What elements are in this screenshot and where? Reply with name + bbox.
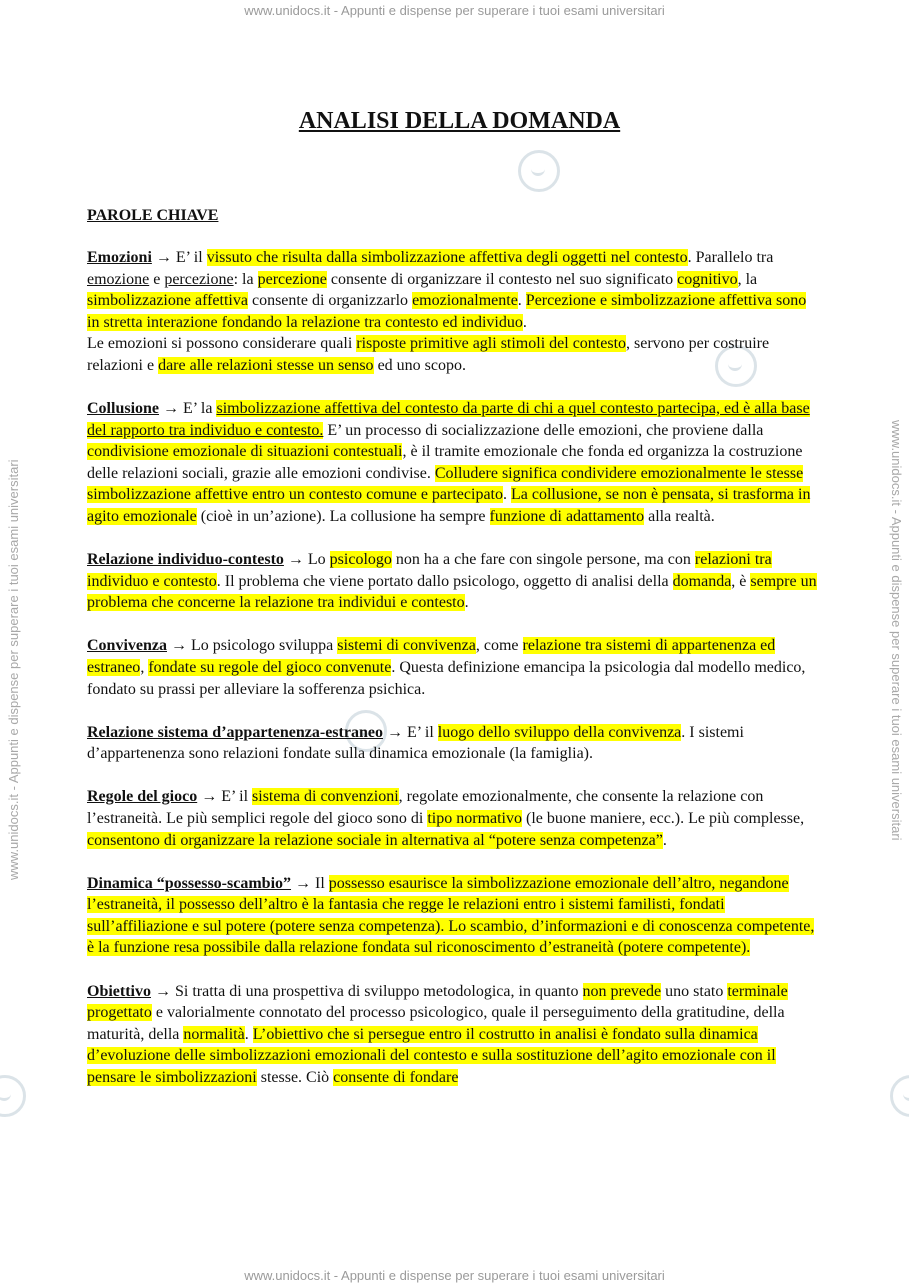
paragraph-collusione bbox=[87, 398, 822, 528]
text: non ha a che fare con singole persone, ma con bbox=[391, 551, 695, 569]
text: (cioè in un’azione). La collusione ha sempre bbox=[196, 508, 490, 526]
watermark-right: www.unidocs.it - Appunti e dispense per superare i tuoi esami universitari bbox=[889, 420, 904, 841]
highlight: vissuto che risulta dalla simbolizzazione affettiva degli oggetti nel contesto bbox=[206, 249, 688, 266]
highlight: psicologo bbox=[329, 551, 392, 569]
text: E’ un processo di socializzazione delle emozioni, che proviene dalla bbox=[323, 421, 764, 439]
text: consente di organizzare il contesto nel suo significato bbox=[326, 270, 678, 288]
underlined-text: percezione bbox=[164, 270, 234, 288]
highlight: terminale progettato bbox=[87, 982, 788, 1022]
text: , la bbox=[737, 270, 758, 288]
highlight: risposte primitive agli stimoli del contesto bbox=[356, 335, 627, 353]
text: → E’ il bbox=[197, 788, 253, 806]
text: → Lo bbox=[283, 551, 330, 569]
text: → Il bbox=[291, 874, 329, 892]
text: stesse. Ciò bbox=[256, 1068, 334, 1086]
paragraph-obiettivo bbox=[87, 981, 822, 1089]
term-relazione-sistema: Relazione sistema d’appartenenza-estraneo bbox=[87, 723, 383, 741]
text: , come bbox=[475, 637, 523, 655]
highlight: funzione di adattamento bbox=[489, 508, 645, 526]
paragraph-convivenza bbox=[87, 635, 822, 700]
keywords-heading: PAROLE CHIAVE bbox=[87, 207, 219, 224]
highlight: percezione bbox=[257, 270, 327, 288]
underlined-text: emozione bbox=[87, 270, 150, 288]
highlight: consente di fondare bbox=[333, 1068, 459, 1086]
highlight: Colludere significa condividere emozionalmente le stesse simbolizzazione affettive entro un contesto comune e partecipato bbox=[87, 464, 804, 504]
highlight: normalità bbox=[183, 1025, 245, 1043]
highlight: consentono di organizzare la relazione sociale in alternativa al “potere senza competenza” bbox=[87, 831, 663, 849]
highlight: tipo normativo bbox=[427, 809, 522, 827]
highlight: relazione tra sistemi di appartenenza ed estraneo bbox=[87, 637, 776, 676]
watermark-top: www.unidocs.it - Appunti e dispense per superare i tuoi esami universitari bbox=[244, 3, 665, 18]
highlight: sistemi di convivenza bbox=[337, 637, 476, 655]
unidocs-logo-icon bbox=[890, 1075, 909, 1117]
term-obiettivo: Obiettivo bbox=[87, 982, 151, 1000]
highlight: La collusione, se non è pensata, si trasforma in agito emozionale bbox=[87, 486, 811, 526]
highlight: sistema di convenzioni bbox=[252, 788, 399, 806]
highlight: simbolizzazione affettiva bbox=[87, 292, 248, 310]
paragraph-dinamica bbox=[87, 873, 822, 959]
highlight: fondate su regole del gioco convenute bbox=[148, 659, 392, 676]
text: . bbox=[517, 292, 526, 310]
paragraph-emozioni bbox=[87, 247, 822, 333]
paragraph-relazione bbox=[87, 549, 822, 614]
text: consente di organizzarlo bbox=[247, 292, 413, 310]
document-body bbox=[87, 108, 822, 1110]
highlight: luogo dello sviluppo della convivenza bbox=[437, 723, 682, 741]
highlight: possesso esaurisce la simbolizzazione emozionale dell’altro, negandone l’estraneità, il possesso dell’altro è la fantasia che regge le relazioni entro i sistemi familisti, fondati sull’affiliazione e sul potere (potere senza competenza). Lo scambio, d’informazioni e di conoscenza competente, è la funzione resa possibile dalla relazione fondata sul riconoscimento d’estraneità (potere competente). bbox=[87, 874, 815, 957]
text: e bbox=[149, 270, 165, 288]
highlight: simbolizzazione affettiva del contesto da parte di chi a quel contesto partecipa, ed è alla base del rapporto tra individuo e contesto. bbox=[87, 400, 810, 439]
text: , bbox=[140, 659, 149, 676]
highlight: condivisione emozionale di situazioni contestuali bbox=[87, 443, 403, 461]
paragraph-emozioni-2 bbox=[87, 333, 822, 376]
paragraph-sistema-appartenenza bbox=[87, 722, 822, 765]
watermark-bottom: www.unidocs.it - Appunti e dispense per superare i tuoi esami universitari bbox=[244, 1268, 665, 1283]
text: . bbox=[522, 313, 527, 331]
text: → E’ il bbox=[382, 723, 438, 741]
watermark-left: www.unidocs.it - Appunti e dispense per superare i tuoi esami universitari bbox=[6, 459, 21, 880]
text: . bbox=[464, 594, 469, 612]
text: . Questa definizione emancipa la psicologia dal modello medico, fondato su prassi per alleviare la sofferenza psichica. bbox=[87, 659, 806, 698]
paragraph-regole bbox=[87, 786, 822, 851]
highlight: relazioni tra individuo e contesto bbox=[87, 551, 772, 590]
text: → E’ il bbox=[151, 249, 207, 266]
term-convivenza: Convivenza bbox=[87, 637, 167, 655]
text: . Parallelo tra bbox=[687, 249, 774, 266]
text: . bbox=[662, 831, 667, 849]
highlight: cognitivo bbox=[677, 270, 738, 288]
term-dinamica-possesso-scambio: Dinamica “possesso-scambio” bbox=[87, 874, 292, 892]
term-relazione-individuo-contesto: Relazione individuo-contesto bbox=[87, 551, 284, 569]
highlight: domanda bbox=[672, 572, 732, 590]
text: → E’ la bbox=[159, 400, 217, 418]
highlight: dare alle relazioni stesse un senso bbox=[158, 356, 374, 374]
text: . I sistemi d’appartenenza sono relazioni fondate sulla dinamica emozionale (la famiglia). bbox=[87, 723, 744, 763]
text: (le buone maniere, ecc.). Le più complesse, bbox=[522, 809, 805, 827]
text: ed uno scopo. bbox=[373, 356, 466, 374]
highlight: sempre un problema che concerne la relazione tra individui e contesto bbox=[87, 572, 817, 612]
text: → Lo psicologo sviluppa bbox=[167, 637, 338, 655]
text: , è il tramite emozionale che fonda ed organizza la costruzione delle relazioni sociali, grazie alle emozioni condivise. bbox=[87, 443, 803, 482]
text: , è bbox=[731, 572, 751, 590]
term-regole-del-gioco: Regole del gioco bbox=[87, 788, 198, 806]
text: → Si tratta di una prospettiva di sviluppo metodologica, in quanto bbox=[151, 982, 583, 1000]
highlight: Percezione e simbolizzazione affettiva sono in stretta interazione fondando la relazione tra contesto ed individuo bbox=[87, 292, 807, 331]
text: . Il problema che viene portato dallo psicologo, oggetto di analisi della bbox=[216, 572, 673, 590]
unidocs-logo-icon bbox=[0, 1075, 26, 1117]
highlight: non prevede bbox=[582, 982, 662, 1000]
text: , servono per costruire relazioni e bbox=[87, 335, 770, 374]
text: e valorialmente connotato del processo psicologico, quale il perseguimento della gratitudine, della maturità, della bbox=[87, 1004, 785, 1043]
text: Le emozioni si possono considerare quali bbox=[87, 335, 357, 353]
highlight: emozionalmente bbox=[412, 292, 518, 310]
text: : la bbox=[233, 270, 258, 288]
highlight: L’obiettivo che si persegue entro il costrutto in analisi è fondato sulla dinamica d’evoluzione delle simbolizzazioni emozionali del contesto e sulla sostituzione dell’agito emozionale con il pensare le simbolizzazioni bbox=[87, 1025, 776, 1086]
text: . bbox=[502, 486, 511, 504]
term-emozioni: Emozioni bbox=[87, 249, 152, 266]
text: , regolate emozionalmente, che consente la relazione con l’estraneità. Le più semplici regole del gioco sono di bbox=[87, 788, 764, 827]
document-title: ANALISI DELLA DOMANDA bbox=[298, 108, 621, 134]
text: uno stato bbox=[661, 982, 728, 1000]
text: . bbox=[244, 1025, 253, 1043]
term-collusione: Collusione bbox=[87, 400, 160, 418]
text: alla realtà. bbox=[644, 508, 715, 526]
